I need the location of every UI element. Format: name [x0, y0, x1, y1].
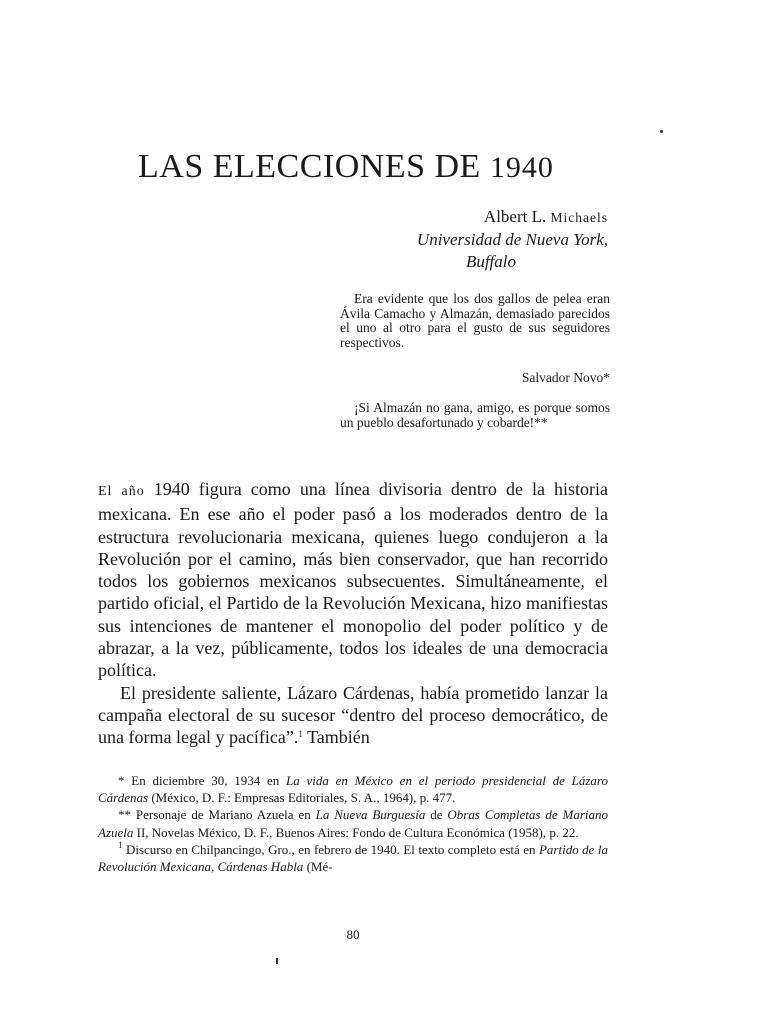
- body-paragraph-1: [98, 478, 608, 682]
- author-last-name: Michaels: [550, 210, 608, 225]
- title-year: 1940: [489, 151, 554, 184]
- footnote-2-title-2: Obras Completas de Mariano Azuela: [98, 807, 608, 840]
- title-text: LAS ELECCIONES DE: [138, 148, 481, 185]
- footnote-3-number: 1: [118, 839, 123, 850]
- footnote-2-text-c: de: [425, 807, 448, 823]
- footnote-2-text-e: II, Novelas México, D. F., Buenos Aires: Fondo de Cultura Económica (1958), p. 22.: [133, 824, 579, 840]
- scan-speck: [276, 958, 278, 964]
- author-first-name: Albert L.: [483, 207, 547, 226]
- footnotes: [98, 772, 608, 875]
- affiliation: Universidad de Nueva York,: [416, 230, 608, 249]
- footnote-3-text-c: (Mé-: [303, 859, 333, 875]
- footnote-1: [98, 772, 608, 806]
- footnote-ref-1: 1: [298, 729, 303, 740]
- footnote-2: [98, 806, 608, 840]
- affiliation-city: Buffalo: [465, 252, 516, 271]
- article-body: [98, 478, 608, 749]
- footnote-2-title-1: La Nueva Burguesía: [315, 807, 426, 823]
- paragraph-1-text: 1940 figura como una línea divisoria dentro de la historia mexicana. En ese año el poder pasó a los moderados dentro de la estructura revolucionaria mexicana, quienes luego condujeron a la Revolución por el camino, más bien conservador, que han recorrido todos los gobiernos mexicanos subsecuentes. Simultáneamente, el partido oficial, el Partido de la Revolución Mexicana, hizo manifiestas sus intenciones de mantener el monopolio del poder político y de abrazar, a la vez, públicamente, todos los ideales de una democracia política.: [98, 479, 608, 681]
- footnote-1-text-a: * En diciembre 30, 1934 en: [118, 773, 286, 788]
- scan-speck: [660, 130, 663, 133]
- footnote-2-text-a: ** Personaje de Mariano Azuela en: [118, 807, 316, 823]
- footnote-3-text-a: Discurso en Chilpancingo, Gro., en febrero de 1940. El texto completo está en: [122, 841, 539, 857]
- footnote-1-title: La vida en México en el periodo presidencial de Lázaro Cárdenas: [98, 773, 608, 806]
- author-name: [330, 206, 608, 229]
- footnote-3-title: Partido de la Revolución Mexicana, Cárdenas Habla: [98, 841, 608, 875]
- epigraph-1: [340, 292, 610, 350]
- body-paragraph-2: [98, 682, 608, 749]
- epigraph-1-text: Era evidente que los dos gallos de pelea eran Ávila Camacho y Almazán, demasiado parecidos el uno al otro para el gusto de sus seguidores respectivos.: [340, 291, 610, 350]
- page-number: 80: [346, 927, 360, 942]
- footnote-3: [98, 841, 608, 875]
- author-block: [330, 206, 608, 273]
- epigraph-2-text: ¡Si Almazán no gana, amigo, es porque somos un pueblo desafortunado y cobarde!**: [340, 400, 610, 430]
- paragraph-2-tail: También: [302, 727, 370, 748]
- footnote-1-text-c: (México, D. F.: Empresas Editoriales, S. A., 1964), p. 477.: [148, 790, 456, 806]
- epigraph-1-attribution: Salvador Novo*: [521, 370, 610, 385]
- paragraph-lead-in: El año: [98, 484, 145, 499]
- epigraph-2: [340, 401, 610, 430]
- article-title: [138, 148, 618, 186]
- paragraph-2-text: El presidente saliente, Lázaro Cárdenas, había prometido lanzar la campaña electoral de su sucesor “dentro del proceso democrático, de una forma legal y pacífica”.: [98, 682, 608, 748]
